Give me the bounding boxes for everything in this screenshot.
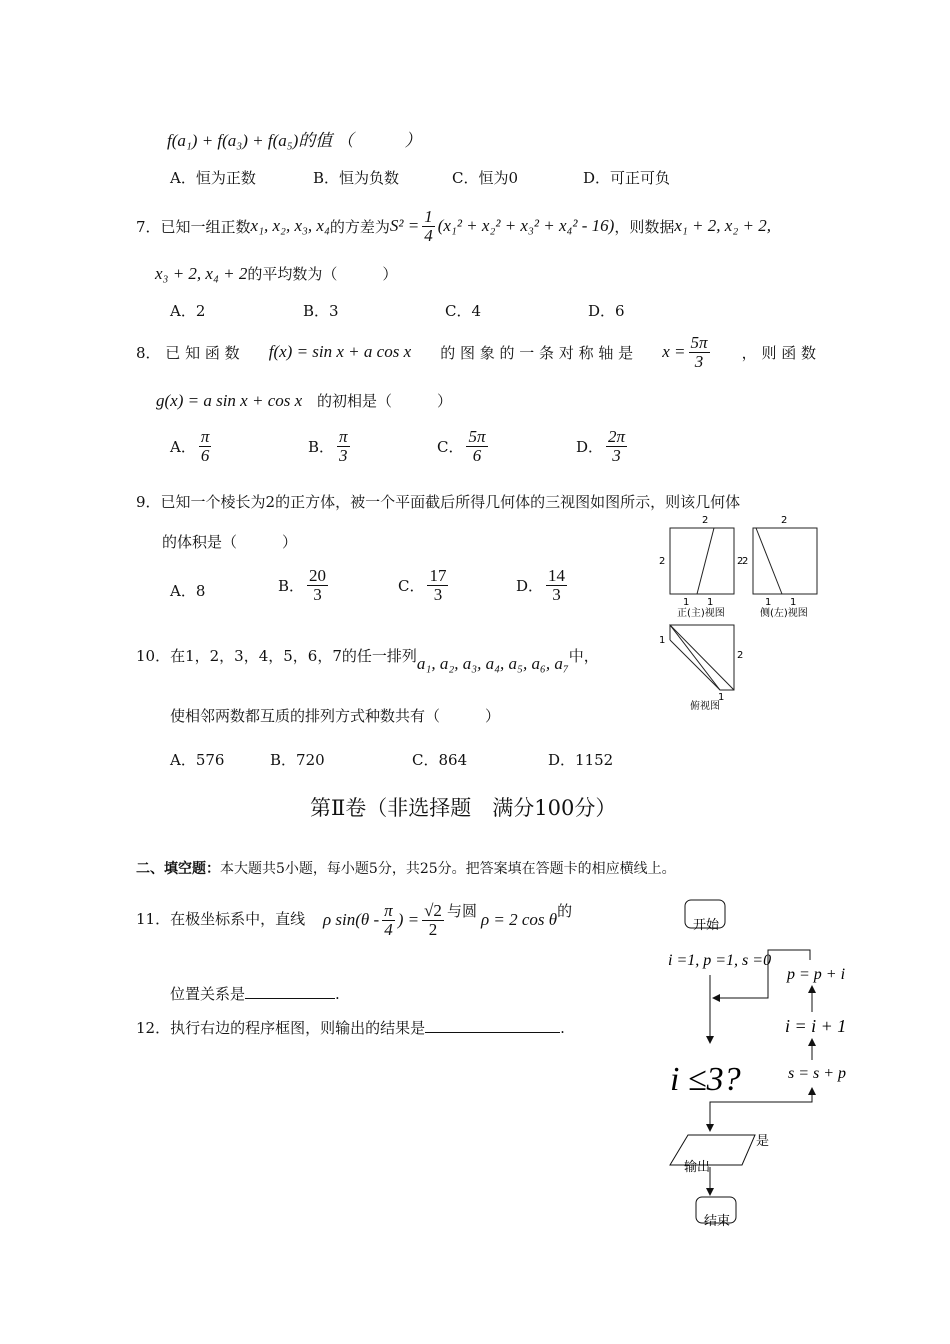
front-left-dim: 2 [659, 556, 666, 567]
q9-option-b-label: B． [278, 576, 305, 595]
side-bottom-dim-2: 1 [790, 597, 797, 608]
q12-answer-blank[interactable] [425, 1032, 560, 1033]
q7-option-a: A．2 [170, 302, 206, 320]
top-right-dim: 2 [737, 650, 744, 661]
q11-circle-text: 与圆 [446, 901, 477, 920]
q9-option-c [398, 567, 451, 604]
q7-data-expr: x₁ + 2, x₂ + 2, [674, 216, 771, 236]
q8-option-d-den: 3 [612, 445, 621, 465]
q11-expression [323, 902, 572, 939]
q8-line1 [136, 334, 816, 371]
fill-in-instructions: 本大题共5小题，每小题5分，共25分。把答案填在答题卡的相应横线上。 [220, 861, 676, 877]
q9-option-d [516, 567, 570, 604]
q8-option-b-frac [337, 428, 350, 465]
q11-expr-a: ρ sin(θ - [323, 910, 380, 930]
condition: i ≤3? [670, 1061, 741, 1098]
q7-variance-expr: (x₁² + x₂² + x₃² + x₄² - 16) [437, 216, 615, 236]
program-flowchart [660, 895, 850, 1240]
q11-intro: 11．在极坐标系中，直线 [136, 910, 306, 928]
init-statement: i =1, p =1, s =0 [668, 952, 772, 969]
q9-option-c-label: C． [398, 576, 425, 595]
q8-line2 [156, 390, 452, 411]
q9-option-b-frac [307, 567, 328, 604]
q7-line2 [155, 263, 397, 284]
q8-option-c-den: 6 [472, 445, 482, 465]
q8-function-f: f(x) = sin x + a cos x [268, 342, 412, 362]
q8-option-b-den: 3 [339, 445, 348, 465]
q9-line2: 的体积是（ ） [162, 533, 298, 551]
q8-intro: 8． 已 知 函 数 [136, 343, 240, 362]
q10-option-a: A．576 [170, 751, 225, 769]
q12-period: . [560, 1019, 565, 1037]
q11-frac2 [422, 902, 444, 939]
top-view-diagonal [670, 625, 734, 690]
q8-option-d-num: 2π [608, 427, 626, 446]
q12-text: 12．执行右边的程序框图，则输出的结果是 [136, 1019, 426, 1037]
q8-option-b-num: π [339, 427, 348, 446]
q7-question-text: 的平均数为（ ） [247, 265, 398, 283]
q7-variance-text: 的方差为 [329, 217, 390, 236]
q8-question-text: 的初相是（ ） [316, 392, 452, 410]
q8-option-c-label: C． [437, 437, 464, 456]
q8-option-d-frac [606, 428, 627, 465]
q8-function-g: g(x) = a sin x + cos x [156, 391, 303, 410]
p-update: p = p + i [787, 966, 846, 983]
q11-period: . [335, 985, 340, 1003]
q9-option-d-frac [546, 567, 567, 604]
q6-option-a: A．恒为正数 [170, 169, 256, 187]
side-view-diagonal [756, 528, 782, 594]
q8-x-eq: x = [662, 342, 686, 362]
front-view-diagonal [697, 528, 714, 594]
q10-sequence: a₁, a₂, a₃, a₄, a₅, a₆, a₇ [416, 654, 569, 673]
q8-axis-text: 的 图 象 的 一 条 对 称 轴 是 [440, 343, 634, 362]
front-bottom-dim-2: 1 [707, 597, 714, 608]
section-2-title: 第Ⅱ卷（非选择题 满分100分） [310, 796, 617, 820]
q11-relation-text: 位置关系是 [170, 985, 246, 1003]
q11-frac2-num: √2 [424, 901, 442, 920]
q11-frac2-den: 2 [428, 919, 438, 939]
q10-line1 [136, 645, 599, 673]
q8-option-d-label: D． [576, 437, 604, 456]
q9-line1: 9．已知一个棱长为2的正方体，被一个平面截后所得几何体的三视图如图所示，则该几何体 [136, 493, 741, 511]
q9-option-b-num: 20 [309, 566, 327, 585]
q7-frac-den: 4 [424, 225, 433, 245]
q7-data-expr-2: x₃ + 2, x₄ + 2 [155, 264, 248, 283]
front-view-square [670, 528, 734, 594]
top-view-cut [670, 640, 720, 690]
q8-option-a-num: π [200, 427, 210, 446]
q8-option-a [170, 428, 214, 465]
q8-frac-den: 3 [694, 351, 704, 371]
side-view-label: 侧(左)视图 [760, 608, 808, 619]
q8-option-b-label: B． [308, 437, 335, 456]
front-top-dim: 2 [702, 515, 709, 526]
q9-option-c-frac [427, 567, 448, 604]
q8-option-c-num: 5π [468, 427, 486, 446]
q10-middle-text: 中， [568, 647, 599, 665]
side-view-square [753, 528, 817, 594]
section-2-heading [136, 858, 676, 878]
q7-frac-num: 1 [424, 207, 433, 226]
q12-line [136, 1017, 565, 1038]
q10-option-c: C．864 [412, 751, 468, 769]
q10-line2: 使相邻两数都互质的排列方式种数共有（ ） [170, 707, 501, 725]
q10-intro: 10．在1，2，3，4，5，6，7的任一排列 [136, 647, 417, 665]
q6-option-d: D．可正可负 [583, 169, 671, 187]
side-top-dim: 2 [781, 515, 788, 526]
q6-option-c: C．恒为0 [452, 169, 519, 187]
q7-vars: x₁, x₂, x₃, x₄ [250, 216, 330, 236]
q8-option-a-frac [199, 428, 212, 465]
start-label: 开始 [693, 918, 720, 933]
q9-option-d-num: 14 [548, 566, 566, 585]
q9-option-b-den: 3 [313, 584, 322, 604]
q8-option-b [308, 428, 353, 465]
q6-expression: f(a₁) + f(a₃) + f(a₅)的值 （ ） [167, 131, 422, 150]
q9-option-d-den: 3 [552, 584, 561, 604]
three-view-figure [650, 510, 820, 715]
q7-line1 [136, 208, 771, 245]
side-left-dim: 2 [742, 556, 749, 567]
front-view-label: 正(主)视图 [677, 608, 725, 619]
q9-option-d-label: D． [516, 576, 544, 595]
top-left-dim: 1 [659, 635, 666, 646]
q11-de: 的 [557, 901, 573, 920]
q8-option-a-den: 6 [200, 445, 210, 465]
top-bottom-dim: 1 [718, 692, 725, 703]
q8-option-d [576, 428, 630, 465]
q9-option-b [278, 567, 331, 604]
q6-option-b: B．恒为负数 [313, 169, 400, 187]
q10-option-d: D．1152 [548, 751, 614, 769]
q10-option-b: B．720 [270, 751, 325, 769]
q8-option-c [437, 428, 491, 465]
q8-frac-num: 5π [690, 333, 708, 352]
q11-frac1 [382, 902, 395, 939]
q7-option-c: C．4 [445, 302, 482, 320]
q7-option-d: D．6 [588, 302, 625, 320]
q9-option-a: A．8 [170, 582, 206, 600]
q11-line2 [170, 983, 340, 1004]
q8-option-a-label: A． [170, 437, 196, 456]
s-update: s = s + p [788, 1065, 847, 1082]
output-box [670, 1135, 755, 1165]
q7-s-squared: S² = [389, 216, 420, 236]
q11-frac1-num: π [384, 901, 393, 920]
q8-fraction [689, 334, 710, 371]
q11-expr-b: ) = [397, 910, 420, 930]
q7-intro: 7．已知一组正数 [136, 217, 251, 236]
fill-in-heading: 二、填空题： [136, 861, 220, 877]
q11-answer-blank[interactable] [245, 998, 335, 999]
q8-option-c-frac [466, 428, 487, 465]
top-view-label: 俯视图 [690, 701, 720, 712]
q11-frac1-den: 4 [384, 919, 393, 939]
q7-data-text: ，则数据 [614, 217, 675, 236]
front-bottom-dim-1: 1 [683, 597, 690, 608]
end-label: 结束 [704, 1214, 731, 1229]
q7-fraction [422, 208, 435, 245]
q9-option-c-den: 3 [433, 584, 443, 604]
q11-circle-expr: ρ = 2 cos θ [480, 910, 558, 930]
output-label: 输出 [684, 1160, 711, 1175]
side-bottom-dim-1: 1 [765, 597, 772, 608]
front-right-dim: 2 [737, 556, 744, 567]
yes-label: 是 [756, 1134, 770, 1149]
q9-option-c-num: 17 [429, 566, 447, 585]
q6-continuation [167, 126, 422, 151]
q7-option-b: B．3 [303, 302, 339, 320]
q8-then-text: ， 则 函 数 [741, 343, 816, 362]
i-update: i = i + 1 [785, 1016, 847, 1036]
